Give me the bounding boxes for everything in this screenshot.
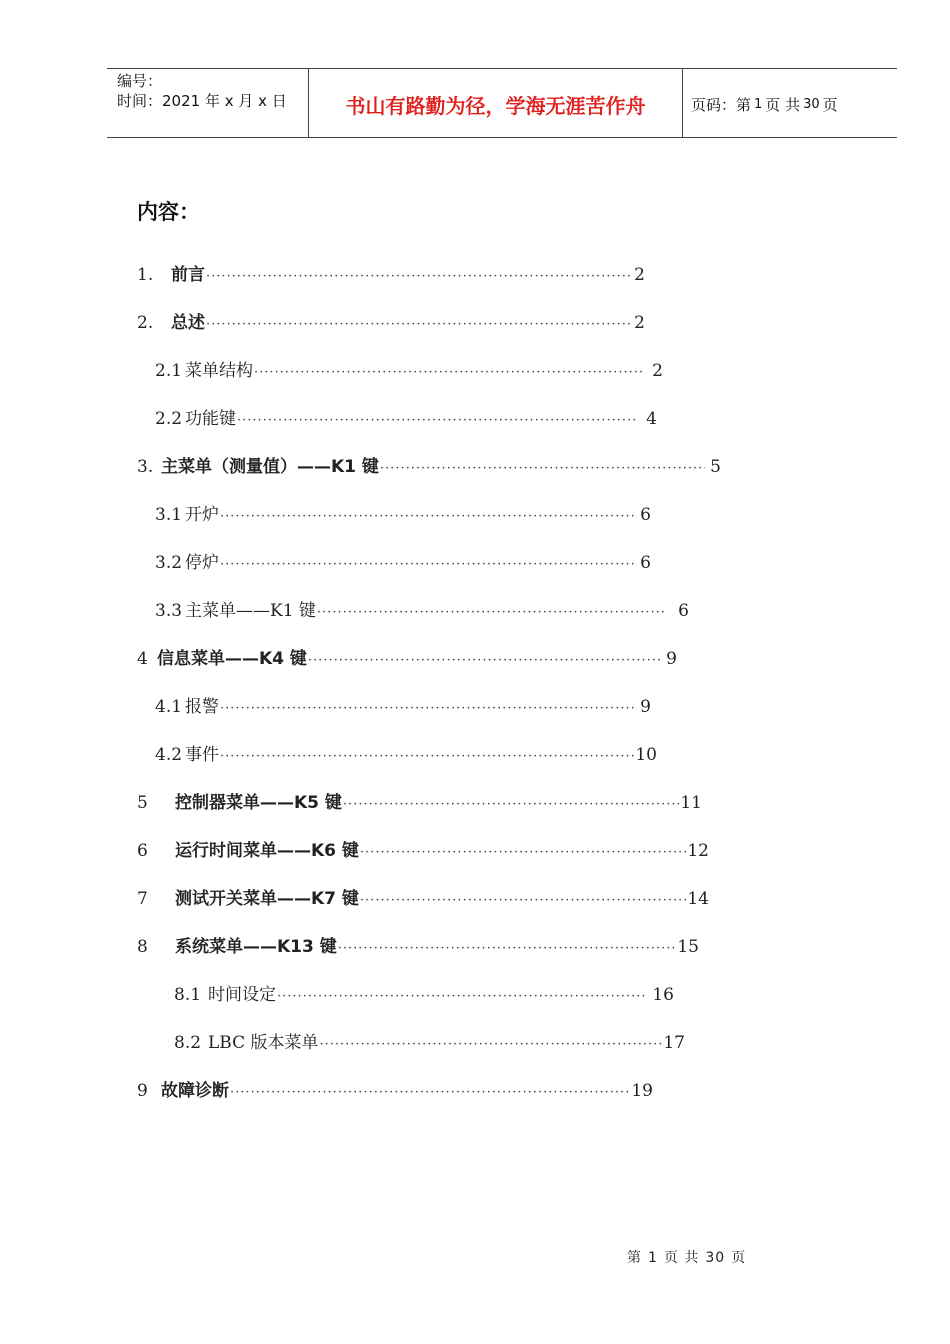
- toc-text: 测试开关菜单——K7 键: [175, 889, 359, 908]
- toc-num: 1.: [137, 265, 154, 284]
- toc-entry[interactable]: [174, 1028, 685, 1052]
- toc-entry[interactable]: [155, 740, 657, 764]
- toc-entry[interactable]: [155, 404, 657, 428]
- toc-text: 总述: [171, 313, 205, 332]
- toc-num: 2.: [137, 313, 154, 332]
- page-mid: 页 共: [765, 96, 801, 114]
- toc-text: 故障诊断: [161, 1081, 229, 1100]
- toc-entry[interactable]: [155, 500, 651, 524]
- toc-text: 信息菜单——K4 键: [157, 649, 307, 668]
- toc-entry[interactable]: [155, 596, 689, 620]
- toc-page: 2: [634, 265, 645, 284]
- toc-num: 9: [137, 1081, 148, 1100]
- toc-page: 6: [640, 505, 651, 524]
- toc-page: 11: [680, 793, 702, 812]
- toc-entry[interactable]: [137, 884, 709, 908]
- toc-text: 主菜单（测量值）——K1 键: [161, 457, 379, 476]
- toc-num: 5: [137, 793, 148, 812]
- toc-num: 2.2: [155, 409, 183, 428]
- toc-text: 菜单结构: [185, 361, 253, 380]
- toc-text: 开炉: [185, 505, 219, 524]
- toc-page: 15: [677, 937, 699, 956]
- toc-page: 17: [663, 1033, 685, 1052]
- time-label: 时间：2021 年 x 月 x 日: [117, 92, 287, 110]
- toc-page: 5: [710, 457, 721, 476]
- toc-entry[interactable]: [137, 260, 645, 284]
- toc-text: 控制器菜单——K5 键: [175, 793, 342, 812]
- page-prefix: 页码：第: [691, 96, 752, 114]
- page-number: 1: [754, 97, 763, 112]
- toc-leader: [308, 653, 661, 668]
- toc-leader: [317, 605, 667, 620]
- toc-leader: [360, 845, 686, 860]
- toc-leader: [220, 509, 635, 524]
- toc-text: 运行时间菜单——K6 键: [175, 841, 359, 860]
- toc-leader: [206, 269, 633, 284]
- toc-text: 系统菜单——K13 键: [175, 937, 337, 956]
- toc-page: 12: [687, 841, 709, 860]
- toc-leader: [220, 701, 635, 716]
- toc-page: 10: [635, 745, 657, 764]
- toc-num: 7: [137, 889, 148, 908]
- page-footer: [624, 1247, 749, 1267]
- toc-entry[interactable]: [137, 308, 645, 332]
- toc-leader: [206, 317, 633, 332]
- toc-entry[interactable]: [137, 644, 677, 668]
- toc-leader: [220, 557, 635, 572]
- toc-num: 8: [137, 937, 148, 956]
- toc-leader: [380, 461, 705, 476]
- header-meta: [107, 69, 309, 137]
- toc-text: 主菜单——K1 键: [185, 601, 316, 620]
- toc-text: 时间设定: [208, 985, 276, 1004]
- toc-page: 9: [666, 649, 677, 668]
- toc-num: 4.1: [155, 697, 183, 716]
- toc-leader: [277, 989, 647, 1004]
- toc-leader: [220, 749, 634, 764]
- toc-page: 16: [652, 985, 674, 1004]
- toc-page: 14: [687, 889, 709, 908]
- toc-page: 19: [631, 1081, 653, 1100]
- toc-num: 3.3: [155, 601, 183, 620]
- toc-leader: [230, 1085, 630, 1100]
- toc-text: 事件: [185, 745, 219, 764]
- footer-suffix: 页: [731, 1250, 747, 1266]
- toc-text: 前言: [171, 265, 205, 284]
- page-header: [107, 68, 897, 138]
- page-total: 30: [803, 97, 820, 112]
- toc-leader: [237, 413, 637, 428]
- serial-label: 编号：: [117, 72, 163, 90]
- toc-leader: [320, 1037, 663, 1052]
- motto: 书山有路勤为径，学海无涯苦作舟: [345, 94, 646, 118]
- toc-entry[interactable]: [137, 836, 709, 860]
- toc-leader: [343, 797, 679, 812]
- toc-text: 停炉: [185, 553, 219, 572]
- toc-leader: [338, 941, 677, 956]
- toc-page: 2: [652, 361, 663, 380]
- toc-text: 功能键: [185, 409, 236, 428]
- toc-page: 4: [646, 409, 657, 428]
- toc-page: 2: [634, 313, 645, 332]
- toc-num: 6: [137, 841, 148, 860]
- toc-entry[interactable]: [155, 356, 663, 380]
- toc-text: LBC 版本菜单: [208, 1033, 319, 1052]
- toc-title: 内容：: [137, 200, 200, 224]
- toc-num: 3.2: [155, 553, 183, 572]
- toc-entry[interactable]: [174, 980, 674, 1004]
- toc-page: 6: [678, 601, 689, 620]
- toc-num: 2.1: [155, 361, 183, 380]
- footer-page-total: 30: [705, 1250, 726, 1266]
- toc-text: 报警: [185, 697, 219, 716]
- toc-num: 3.: [137, 457, 154, 476]
- toc-leader: [254, 365, 643, 380]
- toc-num: 3.1: [155, 505, 183, 524]
- toc-entry[interactable]: [155, 548, 651, 572]
- toc-num: 8.1: [174, 985, 202, 1004]
- toc-entry[interactable]: [137, 788, 702, 812]
- toc-num: 8.2: [174, 1033, 202, 1052]
- toc-entry[interactable]: [137, 452, 721, 476]
- footer-page-number: 1: [648, 1250, 658, 1266]
- header-motto-cell: [309, 69, 683, 137]
- toc-page: 6: [640, 553, 651, 572]
- toc-page: 9: [640, 697, 651, 716]
- toc-entry[interactable]: [137, 1076, 653, 1100]
- footer-mid: 页 共: [663, 1250, 700, 1266]
- toc-entry[interactable]: [137, 932, 699, 956]
- footer-prefix: 第: [627, 1250, 642, 1266]
- header-page-cell: [683, 69, 897, 137]
- toc-num: 4: [137, 649, 148, 668]
- toc-num: 4.2: [155, 745, 183, 764]
- toc-leader: [360, 893, 686, 908]
- toc-entry[interactable]: [155, 692, 651, 716]
- page-suffix: 页: [822, 96, 838, 114]
